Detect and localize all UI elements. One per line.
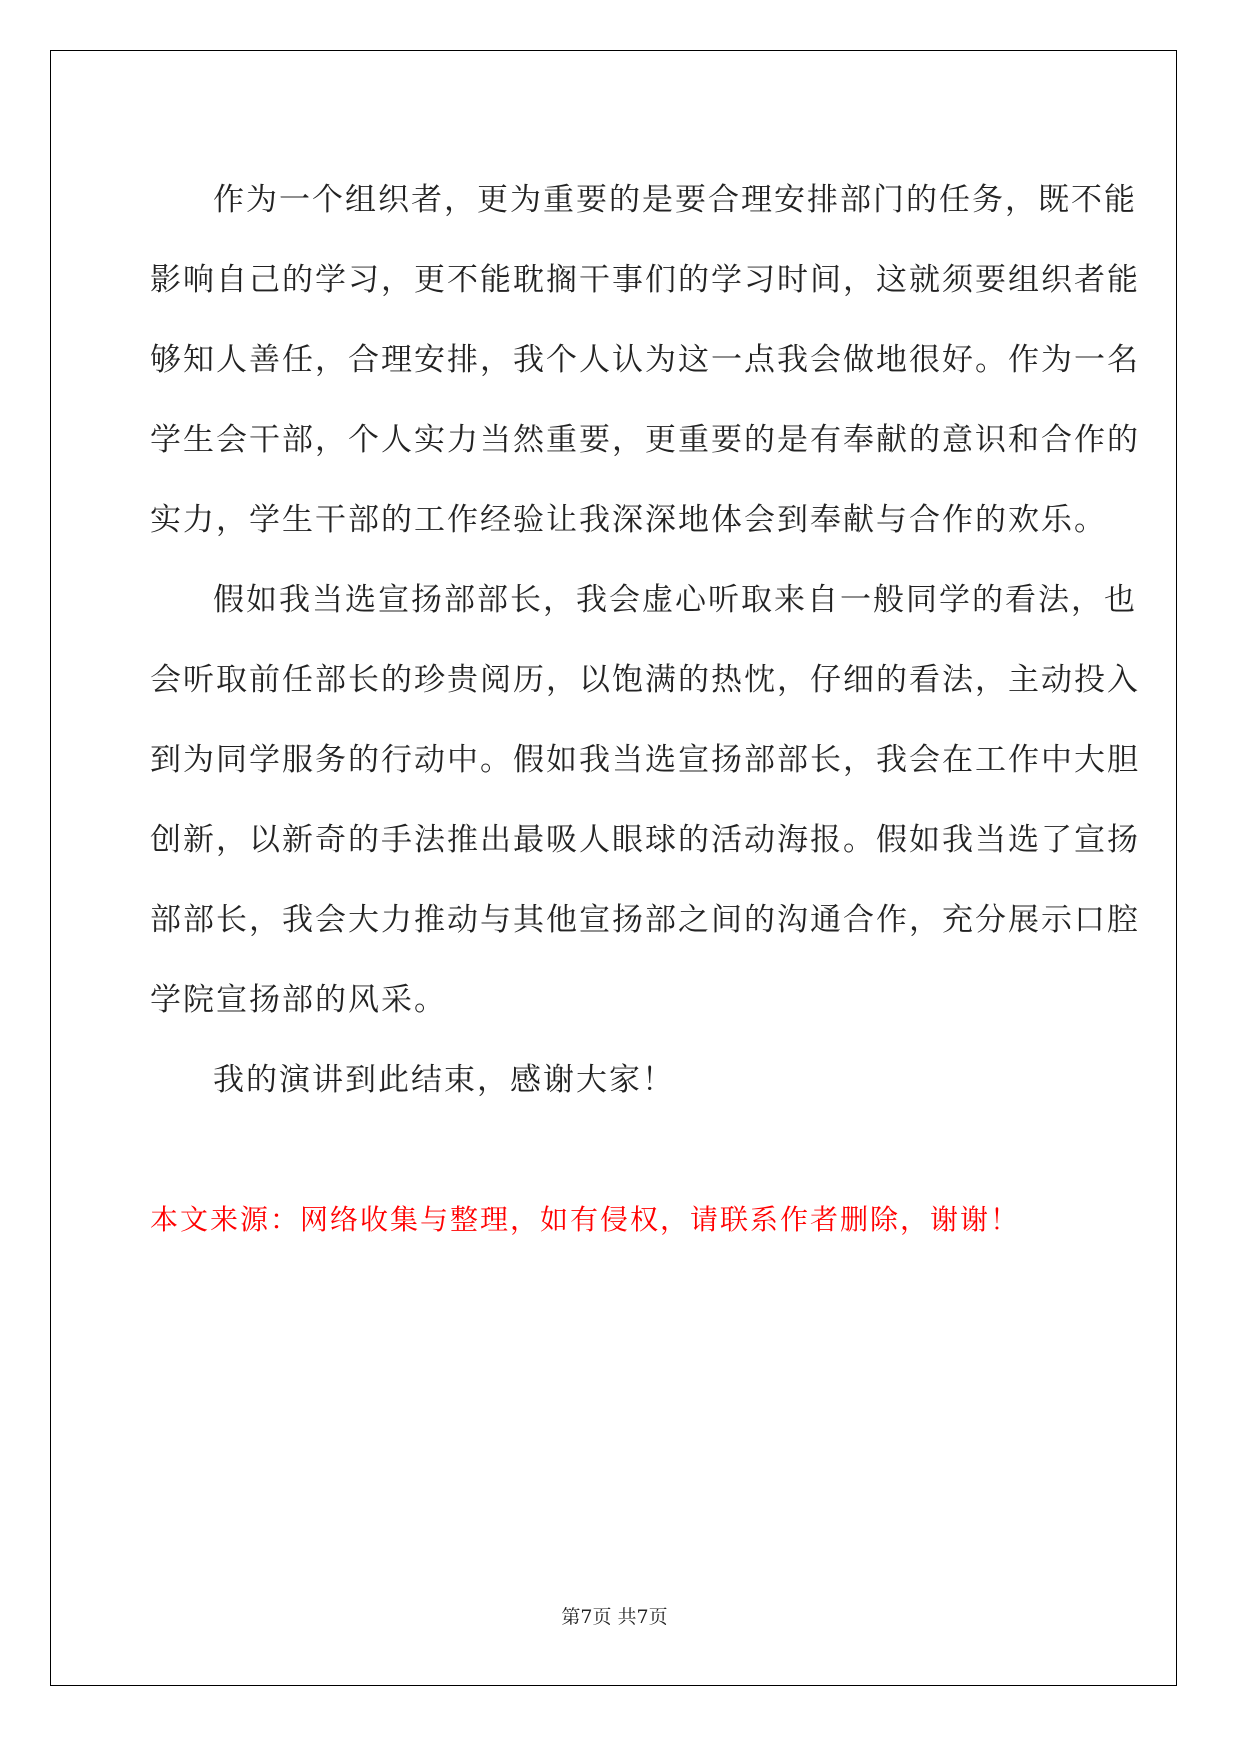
source-notice: 本文来源：网络收集与整理，如有侵权，请联系作者删除，谢谢！ bbox=[150, 1203, 1021, 1236]
paragraph-line: 够知人善任，合理安排，我个人认为这一点我会做地很好。作为一名 bbox=[150, 342, 1140, 378]
paragraph-line: 到为同学服务的行动中。假如我当选宣扬部部长，我会在工作中大胆 bbox=[150, 742, 1140, 778]
document-body bbox=[150, 160, 1140, 1120]
paragraph-line: 实力，学生干部的工作经验让我深深地体会到奉献与合作的欢乐。 bbox=[150, 502, 1107, 538]
paragraph-line: 作为一个组织者，更为重要的是要合理安排部门的任务，既不能 bbox=[213, 182, 1137, 218]
paragraph-line: 学生会干部，个人实力当然重要，更重要的是有奉献的意识和合作的 bbox=[150, 422, 1140, 458]
paragraph-line: 会听取前任部长的珍贵阅历，以饱满的热忱，仔细的看法，主动投入 bbox=[150, 662, 1140, 698]
paragraph-line: 创新，以新奇的手法推出最吸人眼球的活动海报。假如我当选了宣扬 bbox=[150, 822, 1140, 858]
page-number: 第7页 共7页 bbox=[561, 1606, 668, 1628]
paragraph-line: 影响自己的学习，更不能耽搁干事们的学习时间，这就须要组织者能 bbox=[150, 262, 1140, 298]
paragraph-line: 假如我当选宣扬部部长，我会虚心听取来自一般同学的看法，也 bbox=[213, 582, 1137, 618]
paragraph-line: 我的演讲到此结束，感谢大家！ bbox=[213, 1062, 675, 1098]
paragraph-line: 部部长，我会大力推动与其他宣扬部之间的沟通合作，充分展示口腔 bbox=[150, 902, 1140, 938]
paragraph-line: 学院宣扬部的风采。 bbox=[150, 982, 447, 1018]
